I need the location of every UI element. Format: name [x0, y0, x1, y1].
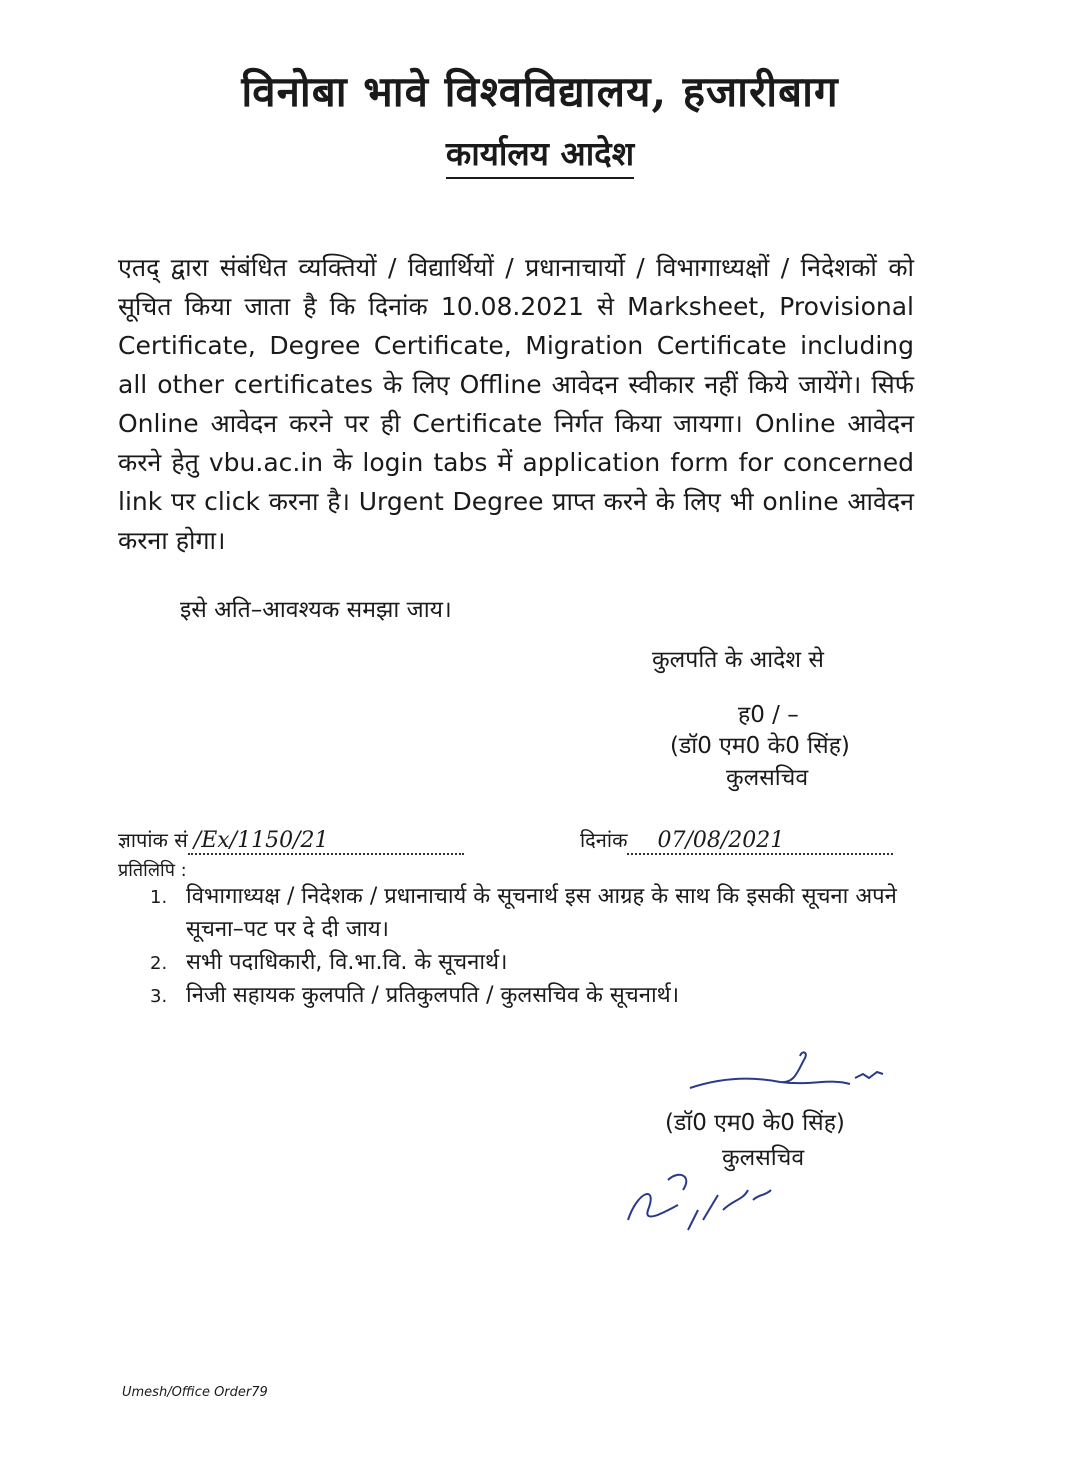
- registrar-designation: कुलसचिव: [726, 765, 809, 791]
- signatory-name: (डॉ0 एम0 के0 सिंह): [665, 1110, 845, 1136]
- order-heading: [0, 130, 1080, 175]
- signed-mark: ह0 / –: [738, 702, 799, 728]
- order-by-line: कुलपति के आदेश से: [652, 647, 824, 673]
- list-item: [150, 979, 910, 1012]
- memo-label: ज्ञापांक सं: [118, 828, 188, 852]
- date-value: 07/08/2021: [627, 828, 893, 855]
- memo-number: [118, 826, 464, 855]
- list-text: सभी पदाधिकारी, वि.भा.वि. के सूचनार्थ।: [186, 950, 508, 975]
- order-body-paragraph: एतद् द्वारा संबंधित व्यक्तियों / विद्यार्थियों / प्रधानाचार्यो / विभागाध्यक्षों / निदेशकों को सूचित किया जाता है कि दिनांक 10.08.2021 से Marksheet, Provisional Certificate, Degree Certificate, Migration Certificate including all other certificates के लिए Offline आवेदन स्वीकार नहीं किये जायेंगे। सिर्फ Online आवेदन करने पर ही Certificate निर्गत किया जायगा। Online आवेदन करने हेतु vbu.ac.in के login tabs में application form for concerned link पर click करना है। Urgent Degree प्राप्त करने के लिए भी online आवेदन करना होगा।: [118, 253, 914, 555]
- urgent-note: इसे अति–आवश्यक समझा जाय।: [180, 597, 452, 623]
- list-number: 3.: [150, 986, 168, 1007]
- list-text: विभागाध्यक्ष / निदेशक / प्रधानाचार्य के सूचनार्थ इस आग्रह के साथ कि इसकी सूचना अपने सूचना–पट पर दे दी जाय।: [186, 884, 897, 942]
- list-number: 2.: [150, 953, 168, 974]
- signatory-designation: कुलसचिव: [722, 1145, 805, 1171]
- order-heading-text: कार्यालय आदेश: [446, 134, 634, 179]
- memo-date: [580, 826, 893, 855]
- memo-value: /Ex/1150/21: [188, 828, 464, 855]
- list-item: [150, 946, 910, 979]
- handwritten-signature: [680, 1048, 900, 1108]
- university-title: विनोबा भावे विश्वविद्यालय, हजारीबाग: [241, 67, 839, 116]
- list-text: निजी सहायक कुलपति / प्रतिकुलपति / कुलसचिव के सूचनार्थ।: [186, 983, 680, 1008]
- registrar-name: (डॉ0 एम0 के0 सिंह): [670, 733, 850, 759]
- list-number: 1.: [150, 887, 168, 908]
- date-label: दिनांक: [580, 828, 628, 852]
- list-item: [150, 880, 910, 946]
- copy-label: प्रतिलिपि :: [118, 860, 187, 881]
- handwritten-initials: [608, 1150, 808, 1250]
- copy-list: [150, 880, 910, 1012]
- footer-reference: Umesh/Office Order79: [122, 1385, 268, 1400]
